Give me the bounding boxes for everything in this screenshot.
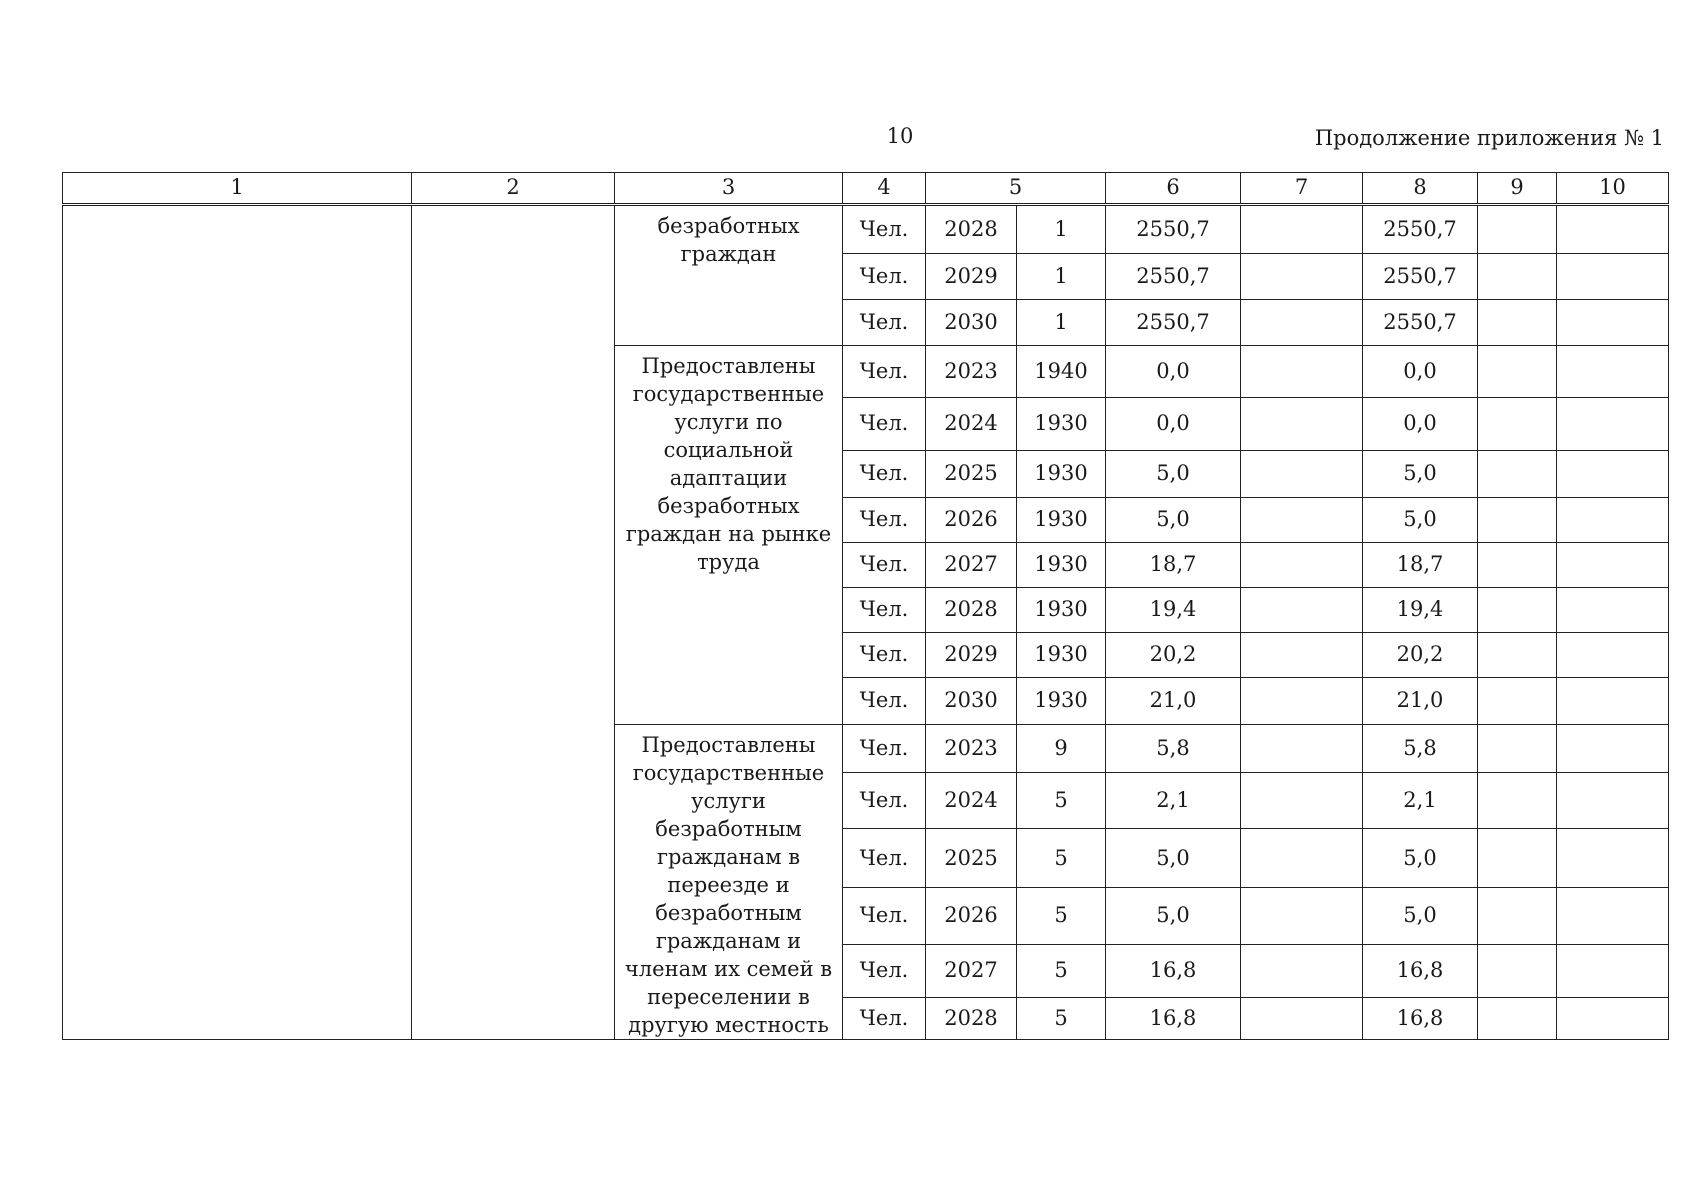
col7-cell bbox=[1241, 398, 1363, 451]
year-cell: 2029 bbox=[926, 633, 1017, 678]
col8-cell: 19,4 bbox=[1363, 588, 1478, 633]
col9-cell bbox=[1478, 543, 1557, 588]
col7-cell bbox=[1241, 678, 1363, 725]
unit-cell: Чел. bbox=[843, 543, 926, 588]
col10-cell bbox=[1557, 498, 1669, 543]
target-value-cell: 5 bbox=[1017, 888, 1106, 945]
col7-cell bbox=[1241, 944, 1363, 997]
unit-cell: Чел. bbox=[843, 254, 926, 300]
col6-cell: 5,0 bbox=[1106, 498, 1241, 543]
col6-cell: 2550,7 bbox=[1106, 300, 1241, 346]
unit-cell: Чел. bbox=[843, 398, 926, 451]
unit-cell: Чел. bbox=[843, 451, 926, 498]
col8-cell: 5,8 bbox=[1363, 725, 1478, 773]
col8-cell: 5,0 bbox=[1363, 888, 1478, 945]
col10-cell bbox=[1557, 588, 1669, 633]
unit-cell: Чел. bbox=[843, 944, 926, 997]
col9-cell bbox=[1478, 498, 1557, 543]
col10-cell bbox=[1557, 678, 1669, 725]
header-cell-6: 6 bbox=[1106, 173, 1241, 205]
col8-cell: 0,0 bbox=[1363, 398, 1478, 451]
col7-cell bbox=[1241, 772, 1363, 829]
target-value-cell: 9 bbox=[1017, 725, 1106, 773]
col8-cell: 21,0 bbox=[1363, 678, 1478, 725]
col6-cell: 16,8 bbox=[1106, 944, 1241, 997]
unit-cell: Чел. bbox=[843, 997, 926, 1039]
unit-cell: Чел. bbox=[843, 725, 926, 773]
col6-cell: 2550,7 bbox=[1106, 205, 1241, 254]
col10-cell bbox=[1557, 543, 1669, 588]
col7-cell bbox=[1241, 829, 1363, 888]
year-cell: 2024 bbox=[926, 398, 1017, 451]
col9-cell bbox=[1478, 725, 1557, 773]
col9-cell bbox=[1478, 254, 1557, 300]
col7-cell bbox=[1241, 346, 1363, 398]
col8-cell: 18,7 bbox=[1363, 543, 1478, 588]
unit-cell: Чел. bbox=[843, 588, 926, 633]
col6-cell: 16,8 bbox=[1106, 997, 1241, 1039]
unit-cell: Чел. bbox=[843, 300, 926, 346]
target-value-cell: 1930 bbox=[1017, 633, 1106, 678]
target-value-cell: 1930 bbox=[1017, 498, 1106, 543]
page-number: 10 bbox=[886, 124, 914, 148]
unit-cell: Чел. bbox=[843, 829, 926, 888]
col8-cell: 16,8 bbox=[1363, 997, 1478, 1039]
col6-cell: 21,0 bbox=[1106, 678, 1241, 725]
col8-cell: 2,1 bbox=[1363, 772, 1478, 829]
col9-cell bbox=[1478, 772, 1557, 829]
unit-cell: Чел. bbox=[843, 888, 926, 945]
year-cell: 2030 bbox=[926, 678, 1017, 725]
col10-cell bbox=[1557, 451, 1669, 498]
year-cell: 2030 bbox=[926, 300, 1017, 346]
col10-cell bbox=[1557, 944, 1669, 997]
unit-cell: Чел. bbox=[843, 205, 926, 254]
unit-cell: Чел. bbox=[843, 772, 926, 829]
col6-cell: 20,2 bbox=[1106, 633, 1241, 678]
col8-cell: 20,2 bbox=[1363, 633, 1478, 678]
target-value-cell: 5 bbox=[1017, 829, 1106, 888]
unit-cell: Чел. bbox=[843, 346, 926, 398]
target-value-cell: 5 bbox=[1017, 944, 1106, 997]
col8-cell: 0,0 bbox=[1363, 346, 1478, 398]
indicator-description: Предоставлены государственные услуги безработным гражданам в переезде и безработным гражданам и членам их семей в переселении в другую местность bbox=[615, 725, 843, 1040]
header-row bbox=[63, 173, 1669, 205]
table-body bbox=[63, 173, 1669, 1040]
col8-cell: 2550,7 bbox=[1363, 254, 1478, 300]
year-cell: 2025 bbox=[926, 451, 1017, 498]
col9-cell bbox=[1478, 888, 1557, 945]
target-value-cell: 1930 bbox=[1017, 398, 1106, 451]
unit-cell: Чел. bbox=[843, 498, 926, 543]
header-cell-2: 2 bbox=[412, 173, 615, 205]
col7-cell bbox=[1241, 300, 1363, 346]
col10-cell bbox=[1557, 300, 1669, 346]
unit-cell: Чел. bbox=[843, 633, 926, 678]
col9-cell bbox=[1478, 346, 1557, 398]
table-row bbox=[63, 205, 1669, 254]
col9-cell bbox=[1478, 398, 1557, 451]
col6-cell: 5,0 bbox=[1106, 829, 1241, 888]
col7-cell bbox=[1241, 451, 1363, 498]
target-value-cell: 1930 bbox=[1017, 588, 1106, 633]
col6-cell: 5,0 bbox=[1106, 451, 1241, 498]
target-value-cell: 1 bbox=[1017, 300, 1106, 346]
col10-cell bbox=[1557, 398, 1669, 451]
year-cell: 2028 bbox=[926, 205, 1017, 254]
target-value-cell: 5 bbox=[1017, 997, 1106, 1039]
year-cell: 2025 bbox=[926, 829, 1017, 888]
col6-cell: 19,4 bbox=[1106, 588, 1241, 633]
indicator-description: Предоставлены государственные услуги по социальной адаптации безработных граждан на рынке труда bbox=[615, 346, 843, 725]
col7-cell bbox=[1241, 498, 1363, 543]
col9-cell bbox=[1478, 944, 1557, 997]
col7-cell bbox=[1241, 888, 1363, 945]
col10-cell bbox=[1557, 772, 1669, 829]
data-table bbox=[62, 172, 1669, 1040]
target-value-cell: 1930 bbox=[1017, 543, 1106, 588]
col10-cell bbox=[1557, 254, 1669, 300]
col6-cell: 2550,7 bbox=[1106, 254, 1241, 300]
col6-cell: 2,1 bbox=[1106, 772, 1241, 829]
col1-cell bbox=[63, 205, 412, 1040]
col7-cell bbox=[1241, 254, 1363, 300]
target-value-cell: 1930 bbox=[1017, 451, 1106, 498]
header-cell-3: 3 bbox=[615, 173, 843, 205]
col6-cell: 5,8 bbox=[1106, 725, 1241, 773]
header-cell-5: 5 bbox=[926, 173, 1106, 205]
col9-cell bbox=[1478, 678, 1557, 725]
col7-cell bbox=[1241, 725, 1363, 773]
col10-cell bbox=[1557, 725, 1669, 773]
year-cell: 2028 bbox=[926, 997, 1017, 1039]
col10-cell bbox=[1557, 205, 1669, 254]
header-cell-4: 4 bbox=[843, 173, 926, 205]
target-value-cell: 1 bbox=[1017, 254, 1106, 300]
year-cell: 2028 bbox=[926, 588, 1017, 633]
year-cell: 2027 bbox=[926, 543, 1017, 588]
col6-cell: 5,0 bbox=[1106, 888, 1241, 945]
year-cell: 2024 bbox=[926, 772, 1017, 829]
col9-cell bbox=[1478, 829, 1557, 888]
col10-cell bbox=[1557, 346, 1669, 398]
header-cell-9: 9 bbox=[1478, 173, 1557, 205]
col6-cell: 18,7 bbox=[1106, 543, 1241, 588]
col10-cell bbox=[1557, 997, 1669, 1039]
unit-cell: Чел. bbox=[843, 678, 926, 725]
col8-cell: 5,0 bbox=[1363, 451, 1478, 498]
year-cell: 2026 bbox=[926, 498, 1017, 543]
col2-cell bbox=[412, 205, 615, 1040]
indicator-description: безработных граждан bbox=[615, 205, 843, 346]
col8-cell: 16,8 bbox=[1363, 944, 1478, 997]
col6-cell: 0,0 bbox=[1106, 398, 1241, 451]
header-cell-8: 8 bbox=[1363, 173, 1478, 205]
col9-cell bbox=[1478, 300, 1557, 346]
header-cell-7: 7 bbox=[1241, 173, 1363, 205]
col7-cell bbox=[1241, 588, 1363, 633]
target-value-cell: 5 bbox=[1017, 772, 1106, 829]
col9-cell bbox=[1478, 997, 1557, 1039]
col8-cell: 2550,7 bbox=[1363, 205, 1478, 254]
col10-cell bbox=[1557, 829, 1669, 888]
header-cell-1: 1 bbox=[63, 173, 412, 205]
target-value-cell: 1 bbox=[1017, 205, 1106, 254]
target-value-cell: 1940 bbox=[1017, 346, 1106, 398]
col7-cell bbox=[1241, 633, 1363, 678]
col8-cell: 5,0 bbox=[1363, 829, 1478, 888]
col10-cell bbox=[1557, 633, 1669, 678]
col9-cell bbox=[1478, 588, 1557, 633]
col7-cell bbox=[1241, 543, 1363, 588]
year-cell: 2029 bbox=[926, 254, 1017, 300]
col9-cell bbox=[1478, 205, 1557, 254]
year-cell: 2026 bbox=[926, 888, 1017, 945]
header-cell-10: 10 bbox=[1557, 173, 1669, 205]
year-cell: 2023 bbox=[926, 346, 1017, 398]
col7-cell bbox=[1241, 205, 1363, 254]
col10-cell bbox=[1557, 888, 1669, 945]
col8-cell: 2550,7 bbox=[1363, 300, 1478, 346]
col8-cell: 5,0 bbox=[1363, 498, 1478, 543]
col9-cell bbox=[1478, 633, 1557, 678]
year-cell: 2027 bbox=[926, 944, 1017, 997]
year-cell: 2023 bbox=[926, 725, 1017, 773]
col7-cell bbox=[1241, 997, 1363, 1039]
col9-cell bbox=[1478, 451, 1557, 498]
appendix-caption: Продолжение приложения № 1 bbox=[1314, 126, 1664, 150]
col6-cell: 0,0 bbox=[1106, 346, 1241, 398]
target-value-cell: 1930 bbox=[1017, 678, 1106, 725]
